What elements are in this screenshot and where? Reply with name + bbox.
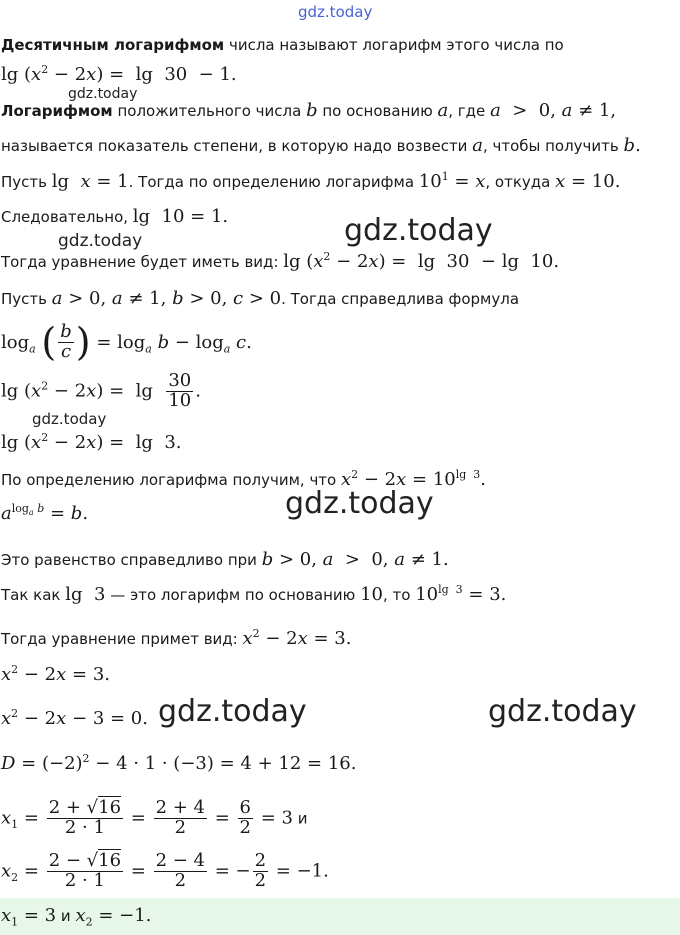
equation-lg3: $\lg (x^2 - 2x) = \lg 3$. bbox=[1, 431, 182, 453]
equation-fraction: $\lg (x^2 - 2x) = \lg$ $\frac{30}{10}$ . bbox=[1, 370, 201, 411]
equation-form-line: Тогда уравнение будет иметь вид: $\lg (x^2 - 2x) = \lg 30 - \lg 10$. bbox=[1, 250, 560, 272]
def-text-3: , где bbox=[448, 102, 491, 120]
def-text-2: по основанию bbox=[317, 102, 438, 120]
by-def-text: По определению логарифма получим, что bbox=[1, 471, 341, 489]
since-line: Так как lg 3 — это логарифм по основанию 10, то $10^{lg 3} = 3$. bbox=[1, 583, 507, 605]
definition-text: числа называют логарифм этого числа по bbox=[224, 36, 564, 54]
definition-decimal-log bbox=[1, 36, 564, 54]
let-text: Пусть bbox=[1, 173, 52, 191]
quadratic-step-1: $x^2 - 2x = 3$. bbox=[1, 663, 110, 685]
and-text-2: и bbox=[56, 907, 76, 925]
let-lg-x: Пусть lg x = 1. Тогда по определению логарифма $10^1 = x$, откуда x = 10. bbox=[1, 170, 621, 192]
let-abc-line: Пусть a > 0, a ≠ 1, b > 0, c > 0. Тогда справедлива формула bbox=[1, 288, 520, 309]
watermark-big-3: gdz.today bbox=[158, 694, 307, 729]
root-x1-line: $x_1$ = $\frac{2 + √16}{2 \cdot 1}$ = $\frac{2 + 4}{2}$ = $\frac{6}{2}$ = 3 и bbox=[1, 797, 308, 838]
whence-text: , откуда bbox=[485, 173, 556, 191]
and-text-1: и bbox=[292, 809, 308, 828]
definition-log-cont: называется показатель степени, в которую надо возвести a, чтобы получить b. bbox=[1, 135, 641, 156]
valid-when-text: Это равенство справедливо при bbox=[1, 551, 262, 569]
quadratic-step-2: $x^2 - 2x - 3 = 0$. bbox=[1, 707, 148, 729]
hence-text: Следовательно, bbox=[1, 208, 133, 226]
log-quotient-formula: $\log_a$ ( $\frac{b}{c}$ ) = $\log_a b - \log_a c$. bbox=[1, 320, 252, 364]
by-definition-line: По определению логарифма получим, что $x^2 - 2x = 10^{lg 3}$. bbox=[1, 468, 487, 490]
watermark-big-4: gdz.today bbox=[488, 694, 637, 729]
root-x2-line: $x_2$ = $\frac{2 - √16}{2 \cdot 1}$ = $\frac{2 - 4}{2}$ = − $\frac{2}{2}$ = −1. bbox=[1, 850, 329, 891]
then-def-text: . Тогда по определению логарифма bbox=[128, 173, 419, 191]
term-decimal-log: Десятичным логарифмом bbox=[1, 36, 225, 54]
since-text: Так как bbox=[1, 586, 66, 604]
then-eq-text: Тогда уравнение будет иметь вид: bbox=[1, 253, 284, 271]
let-abc-text: Пусть bbox=[1, 290, 52, 308]
term-log: Логарифмом bbox=[1, 102, 113, 120]
root-x2-clip bbox=[0, 848, 680, 898]
watermark-small-2: gdz.today bbox=[58, 231, 143, 251]
watermark-big-1: gdz.today bbox=[344, 213, 493, 248]
equation-start: $\lg (x^2 - 2x) = \lg 30 - 1$. bbox=[1, 63, 237, 85]
then-equation-line: Тогда уравнение примет вид: $x^2 - 2x = 3$. bbox=[1, 627, 352, 649]
watermark-small-1: gdz.today bbox=[68, 86, 138, 102]
discriminant-line: $D = (-2)^2 - 4 \cdot 1 \cdot (-3) = 4 + 12 = 16$. bbox=[1, 752, 357, 774]
identity-line: $a^{log_a b} = b$. bbox=[1, 502, 89, 524]
since-to-text: , то bbox=[382, 586, 416, 604]
hence-line: Следовательно, lg 10 = 1. bbox=[1, 206, 229, 227]
then-formula-text: . Тогда справедлива формула bbox=[281, 290, 520, 308]
valid-when-line: Это равенство справедливо при b > 0, a > 0, a ≠ 1. bbox=[1, 549, 449, 570]
answer-box bbox=[0, 898, 680, 935]
watermark-big-2: gdz.today bbox=[285, 486, 434, 521]
watermark-small-3: gdz.today bbox=[32, 410, 107, 428]
watermark-top: gdz.today bbox=[298, 3, 373, 21]
def-text-1: положительного числа bbox=[112, 102, 307, 120]
def-text-4: называется показатель степени, в которую надо возвести bbox=[1, 137, 473, 155]
definition-log: Логарифмом положительного числа b по основанию a, где a > 0, a ≠ 1, bbox=[1, 100, 617, 121]
answer-line: $x_1 = 3$ и $x_2 = -1$. bbox=[1, 905, 152, 929]
since-mid-text: — это логарифм по основанию bbox=[105, 586, 361, 604]
then-eq2-text: Тогда уравнение примет вид: bbox=[1, 630, 243, 648]
def-text-5: , чтобы получить bbox=[482, 137, 624, 155]
